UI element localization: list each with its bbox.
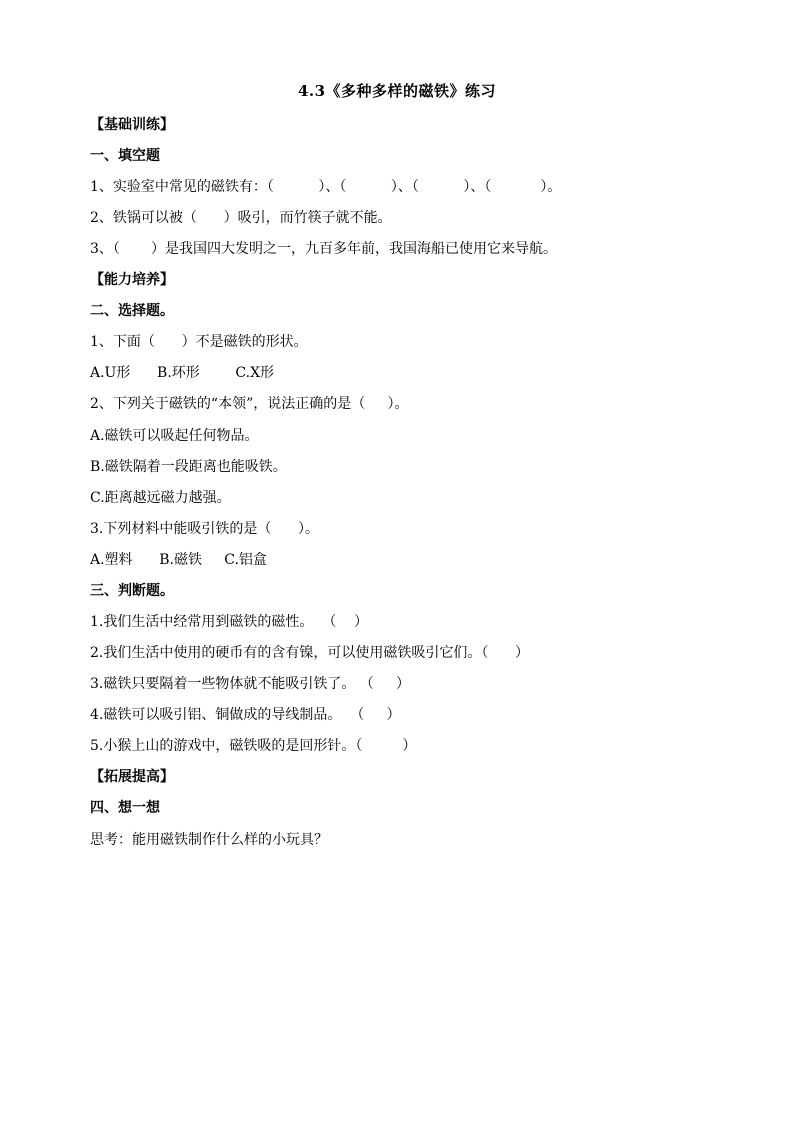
judge-question-5: 5.小猴上山的游戏中，磁铁吸的是回形针。（ ）: [90, 738, 417, 754]
choice-question-2-option-a: A.磁铁可以吸起任何物品。: [90, 428, 259, 444]
fill-blank-section-title: 一、填空题: [90, 148, 160, 164]
judge-question-4: 4.磁铁可以吸引铝、铜做成的导线制品。 （ ）: [90, 707, 401, 723]
judge-section-title: 三、判断题。: [90, 583, 174, 599]
choice-question-2: 2、下列关于磁铁的“本领”，说法正确的是（ ）。: [90, 396, 409, 412]
judge-question-1: 1.我们生活中经常用到磁铁的磁性。 （ ）: [90, 614, 369, 630]
think-section-title: 四、想一想: [90, 800, 160, 816]
choice-question-2-option-c: C.距离越远磁力越强。: [90, 490, 231, 506]
choice-question-3: 3.下列材料中能吸引铁的是（ ）。: [90, 521, 320, 537]
page-title: 4.3《多种多样的磁铁》练习: [297, 82, 497, 100]
fill-blank-question-1: 1、实验室中常见的磁铁有：（ ）、（ ）、（ ）、（ ）。: [90, 179, 562, 195]
fill-blank-question-3: 3、（ ）是我国四大发明之一，九百多年前，我国海船已使用它来导航。: [90, 241, 558, 257]
choice-question-1: 1、下面（ ）不是磁铁的形状。: [90, 334, 308, 350]
basic-training-heading: 【基础训练】: [90, 117, 174, 133]
choice-question-1-options: A.U形 B.环形 C.X形: [90, 365, 275, 381]
choice-question-3-options: A.塑料 B.磁铁 C.铝盒: [90, 552, 267, 568]
extend-heading: 【拓展提高】: [90, 769, 174, 785]
judge-question-3: 3.磁铁只要隔着一些物体就不能吸引铁了。 （ ）: [90, 676, 411, 692]
ability-heading: 【能力培养】: [90, 272, 174, 288]
fill-blank-question-2: 2、铁锅可以被（ ）吸引，而竹筷子就不能。: [90, 210, 392, 226]
judge-question-2: 2.我们生活中使用的硬币有的含有镍，可以使用磁铁吸引它们。（ ）: [90, 645, 530, 661]
choice-question-2-option-b: B.磁铁隔着一段距离也能吸铁。: [90, 459, 287, 475]
choice-section-title: 二、选择题。: [90, 303, 174, 319]
think-question-1: 思考：能用磁铁制作什么样的小玩具？: [90, 832, 328, 848]
